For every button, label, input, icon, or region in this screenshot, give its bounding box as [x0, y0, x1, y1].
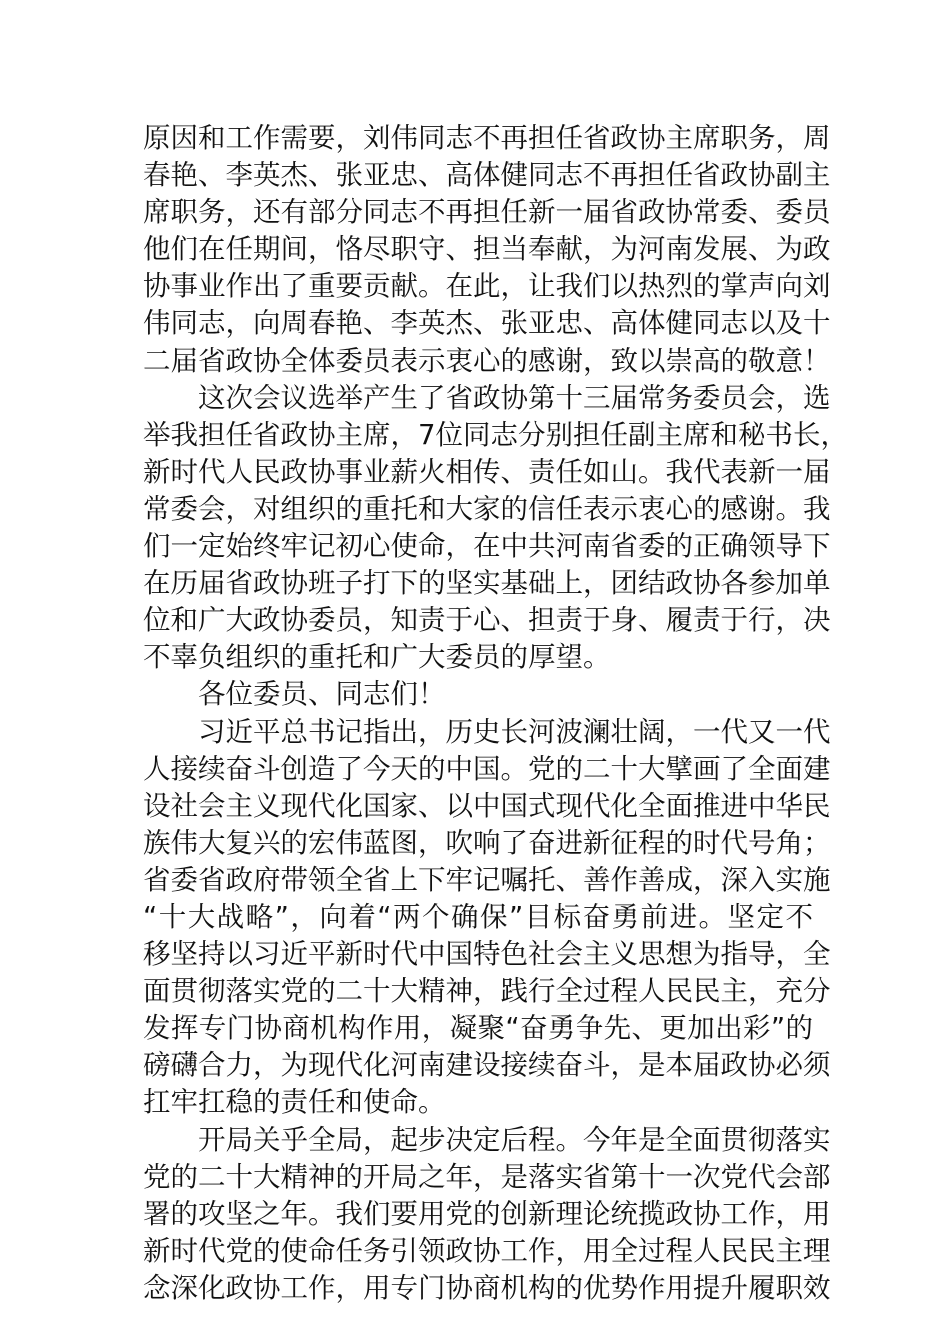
text-line: 新时代党的使命任务引领政协工作，用全过程人民民主理	[143, 1234, 831, 1267]
text-line: 常委会，对组织的重托和大家的信任表示衷心的感谢。我	[143, 492, 831, 525]
text-line: 伟同志，向周春艳、李英杰、张亚忠、高体健同志以及十	[143, 307, 831, 340]
text-line: 署的攻坚之年。我们要用党的创新理论统揽政协工作，用	[143, 1197, 831, 1230]
paragraph	[143, 676, 813, 713]
text-line: 党的二十大精神的开局之年，是落实省第十一次党代会部	[143, 1160, 831, 1193]
text-line: 他们在任期间，恪尽职守、担当奉献，为河南发展、为政	[143, 233, 831, 266]
text-line: 设社会主义现代化国家、以中国式现代化全面推进中华民	[143, 789, 831, 822]
paragraph	[143, 120, 831, 380]
text-line: 发挥专门协商机构作用，凝聚“奋勇争先、更加出彩”的	[143, 1012, 813, 1045]
text-line: 不辜负组织的重托和广大委员的厚望。	[143, 641, 611, 674]
text-line: 族伟大复兴的宏伟蓝图，吹响了奋进新征程的时代号角；	[143, 826, 831, 859]
text-line: 原因和工作需要，刘伟同志不再担任省政协主席职务，周	[143, 122, 831, 154]
text-line: 春艳、李英杰、张亚忠、高体健同志不再担任省政协副主	[143, 159, 831, 192]
text-line: 人接续奋斗创造了今天的中国。党的二十大擘画了全面建	[143, 752, 831, 785]
text-line: 二届省政协全体委员表示衷心的感谢，致以崇高的敬意！	[143, 344, 831, 377]
text-line: 磅礴合力，为现代化河南建设接续奋斗，是本届政协必须	[143, 1049, 831, 1082]
paragraph	[143, 1122, 831, 1307]
text-line: 们一定始终牢记初心使命，在中共河南省委的正确领导下	[143, 530, 831, 563]
text-line: “十大战略”，向着“两个确保”目标奋勇前进。坚定不	[143, 900, 813, 933]
text-line: 习近平总书记指出，历史长河波澜壮阔，一代又一代	[198, 715, 831, 748]
text-line: 开局关乎全局，起步决定后程。今年是全面贯彻落实	[198, 1123, 831, 1156]
paragraph	[143, 714, 831, 1122]
body-text	[143, 120, 848, 1307]
text-line: 在历届省政协班子打下的坚实基础上，团结政协各参加单	[143, 567, 831, 600]
text-line: 面贯彻落实党的二十大精神，践行全过程人民民主，充分	[143, 975, 831, 1008]
text-line: 省委省政府带领全省上下牢记嘱托、善作善成，深入实施	[143, 863, 831, 896]
text-line: 扛牢扛稳的责任和使命。	[143, 1086, 446, 1119]
text-line: 各位委员、同志们！	[198, 678, 446, 711]
text-line: 这次会议选举产生了省政协第十三届常务委员会，选	[198, 381, 831, 414]
text-line: 位和广大政协委员，知责于心、担责于身、履责于行，决	[143, 604, 831, 637]
text-line: 移坚持以习近平新时代中国特色社会主义思想为指导，全	[143, 938, 831, 971]
text-line: 举我担任省政协主席，7位同志分别担任副主席和秘书长，	[143, 418, 848, 451]
paragraph	[143, 380, 848, 677]
text-line: 念深化政协工作，用专门协商机构的优势作用提升履职效	[143, 1271, 831, 1304]
text-line: 席职务，还有部分同志不再担任新一届省政协常委、委员	[143, 196, 831, 229]
text-line: 新时代人民政协事业薪火相传、责任如山。我代表新一届	[143, 455, 831, 488]
text-line: 协事业作出了重要贡献。在此，让我们以热烈的掌声向刘	[143, 270, 831, 303]
